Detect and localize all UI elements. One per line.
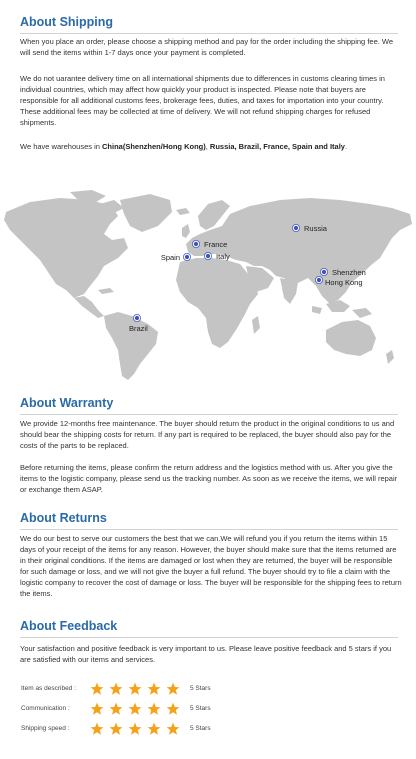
star-icon — [109, 722, 123, 736]
star-icon — [147, 682, 161, 696]
warranty-paragraph-2: Before returning the items, please confirm the return address and the logistics method with us. After you give the items to the logistic company, please send us the tracking number. As soon as we receive the items, we will repair or exchange them ASAP. — [20, 463, 398, 494]
warehouse-list: Russia, Brazil, France, Spain and Italy — [209, 142, 345, 151]
city-marker-dot — [294, 226, 298, 230]
city-marker-dot — [322, 270, 326, 274]
star-icon — [147, 702, 161, 716]
rating-row — [21, 722, 411, 738]
warehouse-prefix: We have warehouses in — [20, 142, 102, 151]
shipping-paragraph-1: When you place an order, please choose a shipping method and pay for the order including the shipping fee. We will send the items within 1-7 days once your payment is completed. — [20, 37, 394, 57]
star-icon — [128, 722, 142, 736]
shipping-title: About Shipping — [20, 15, 114, 29]
city-label-hong-kong: Hong Kong — [325, 278, 363, 287]
rating-value: 5 Stars — [190, 725, 211, 732]
star-icon — [166, 702, 180, 716]
rating-row — [21, 682, 411, 698]
city-marker-dot — [206, 254, 210, 258]
feedback-title: About Feedback — [20, 619, 118, 633]
shipping-paragraph-2: We do not uarantee delivery time on all international shipments due to differences in customs clearing times in individual countries, which may affect how quickly your product is inspected. Please note that buyers are responsible for all additional customs fees, brokerage fees, duties, and taxes for importation into your country. These additional fees may be collected at time of delivery. We will not refund shipping charges for refused shipments. — [20, 74, 385, 127]
star-icon — [90, 722, 104, 736]
warehouse-suffix: . — [344, 142, 348, 151]
city-label-shenzhen: Shenzhen — [332, 268, 366, 277]
rating-label: Communication : — [21, 705, 70, 712]
warehouse-china: China — [102, 142, 123, 151]
rating-label: Item as described : — [21, 685, 76, 692]
warehouse-sep: , — [205, 142, 210, 151]
star-icon — [128, 702, 142, 716]
rating-value: 5 Stars — [190, 705, 211, 712]
rating-value: 5 Stars — [190, 685, 211, 692]
city-marker-dot — [135, 316, 139, 320]
star-icon — [90, 702, 104, 716]
city-label-italy: Italy — [216, 252, 230, 261]
returns-title: About Returns — [20, 511, 107, 525]
warehouse-china-detail: (Shenzhen/Hong Kong) — [122, 142, 206, 151]
star-icon — [109, 682, 123, 696]
rating-row — [21, 702, 411, 718]
warranty-paragraph-1: We provide 12-months free maintenance. The buyer should return the product in the original conditions to us and should bear the shipping costs for return. If any part is required to be replaced, the buyer should also pay for the costs of the parts to be replaced. — [20, 419, 395, 450]
city-marker-dot — [317, 278, 321, 282]
star-icon — [166, 722, 180, 736]
returns-paragraph-1: We do our best to serve our customers the best that we can.We will refund you if you return the items within 15 days of your receipt of the items for any reason. However, the buyer should make sure that the items returned are in their original conditions. If the items are damaged or lost when they are returned, the buyer will be responsible for such damage or loss, and we will not give the buyer a full refund. The buyer should try to file a claim with the logistic company to recover the cost of damage or loss. The buyer will be responsible for the shipping fees to return the items. — [20, 534, 402, 598]
shipping-paragraph-3 — [20, 141, 402, 152]
warranty-title: About Warranty — [20, 396, 114, 410]
city-label-brazil: Brazil — [129, 324, 148, 333]
shipping-divider — [20, 33, 398, 34]
star-icon — [109, 702, 123, 716]
returns-divider — [20, 529, 398, 530]
star-icon — [128, 682, 142, 696]
warranty-divider — [20, 414, 398, 415]
city-marker-dot — [194, 242, 198, 246]
star-icon — [166, 682, 180, 696]
feedback-divider — [20, 637, 398, 638]
star-icon — [147, 722, 161, 736]
city-label-france: France — [204, 240, 228, 249]
star-icon — [90, 682, 104, 696]
feedback-paragraph-1: Your satisfaction and positive feedback is very important to us. Please leave positive feedback and 5 stars if you are satisfied with our items and services. — [20, 644, 392, 664]
city-label-spain: Spain — [160, 253, 180, 262]
world-map — [0, 186, 416, 382]
city-label-russia: Russia — [304, 224, 327, 233]
rating-label: Shipping speed : — [21, 725, 70, 732]
city-marker-dot — [185, 255, 189, 259]
